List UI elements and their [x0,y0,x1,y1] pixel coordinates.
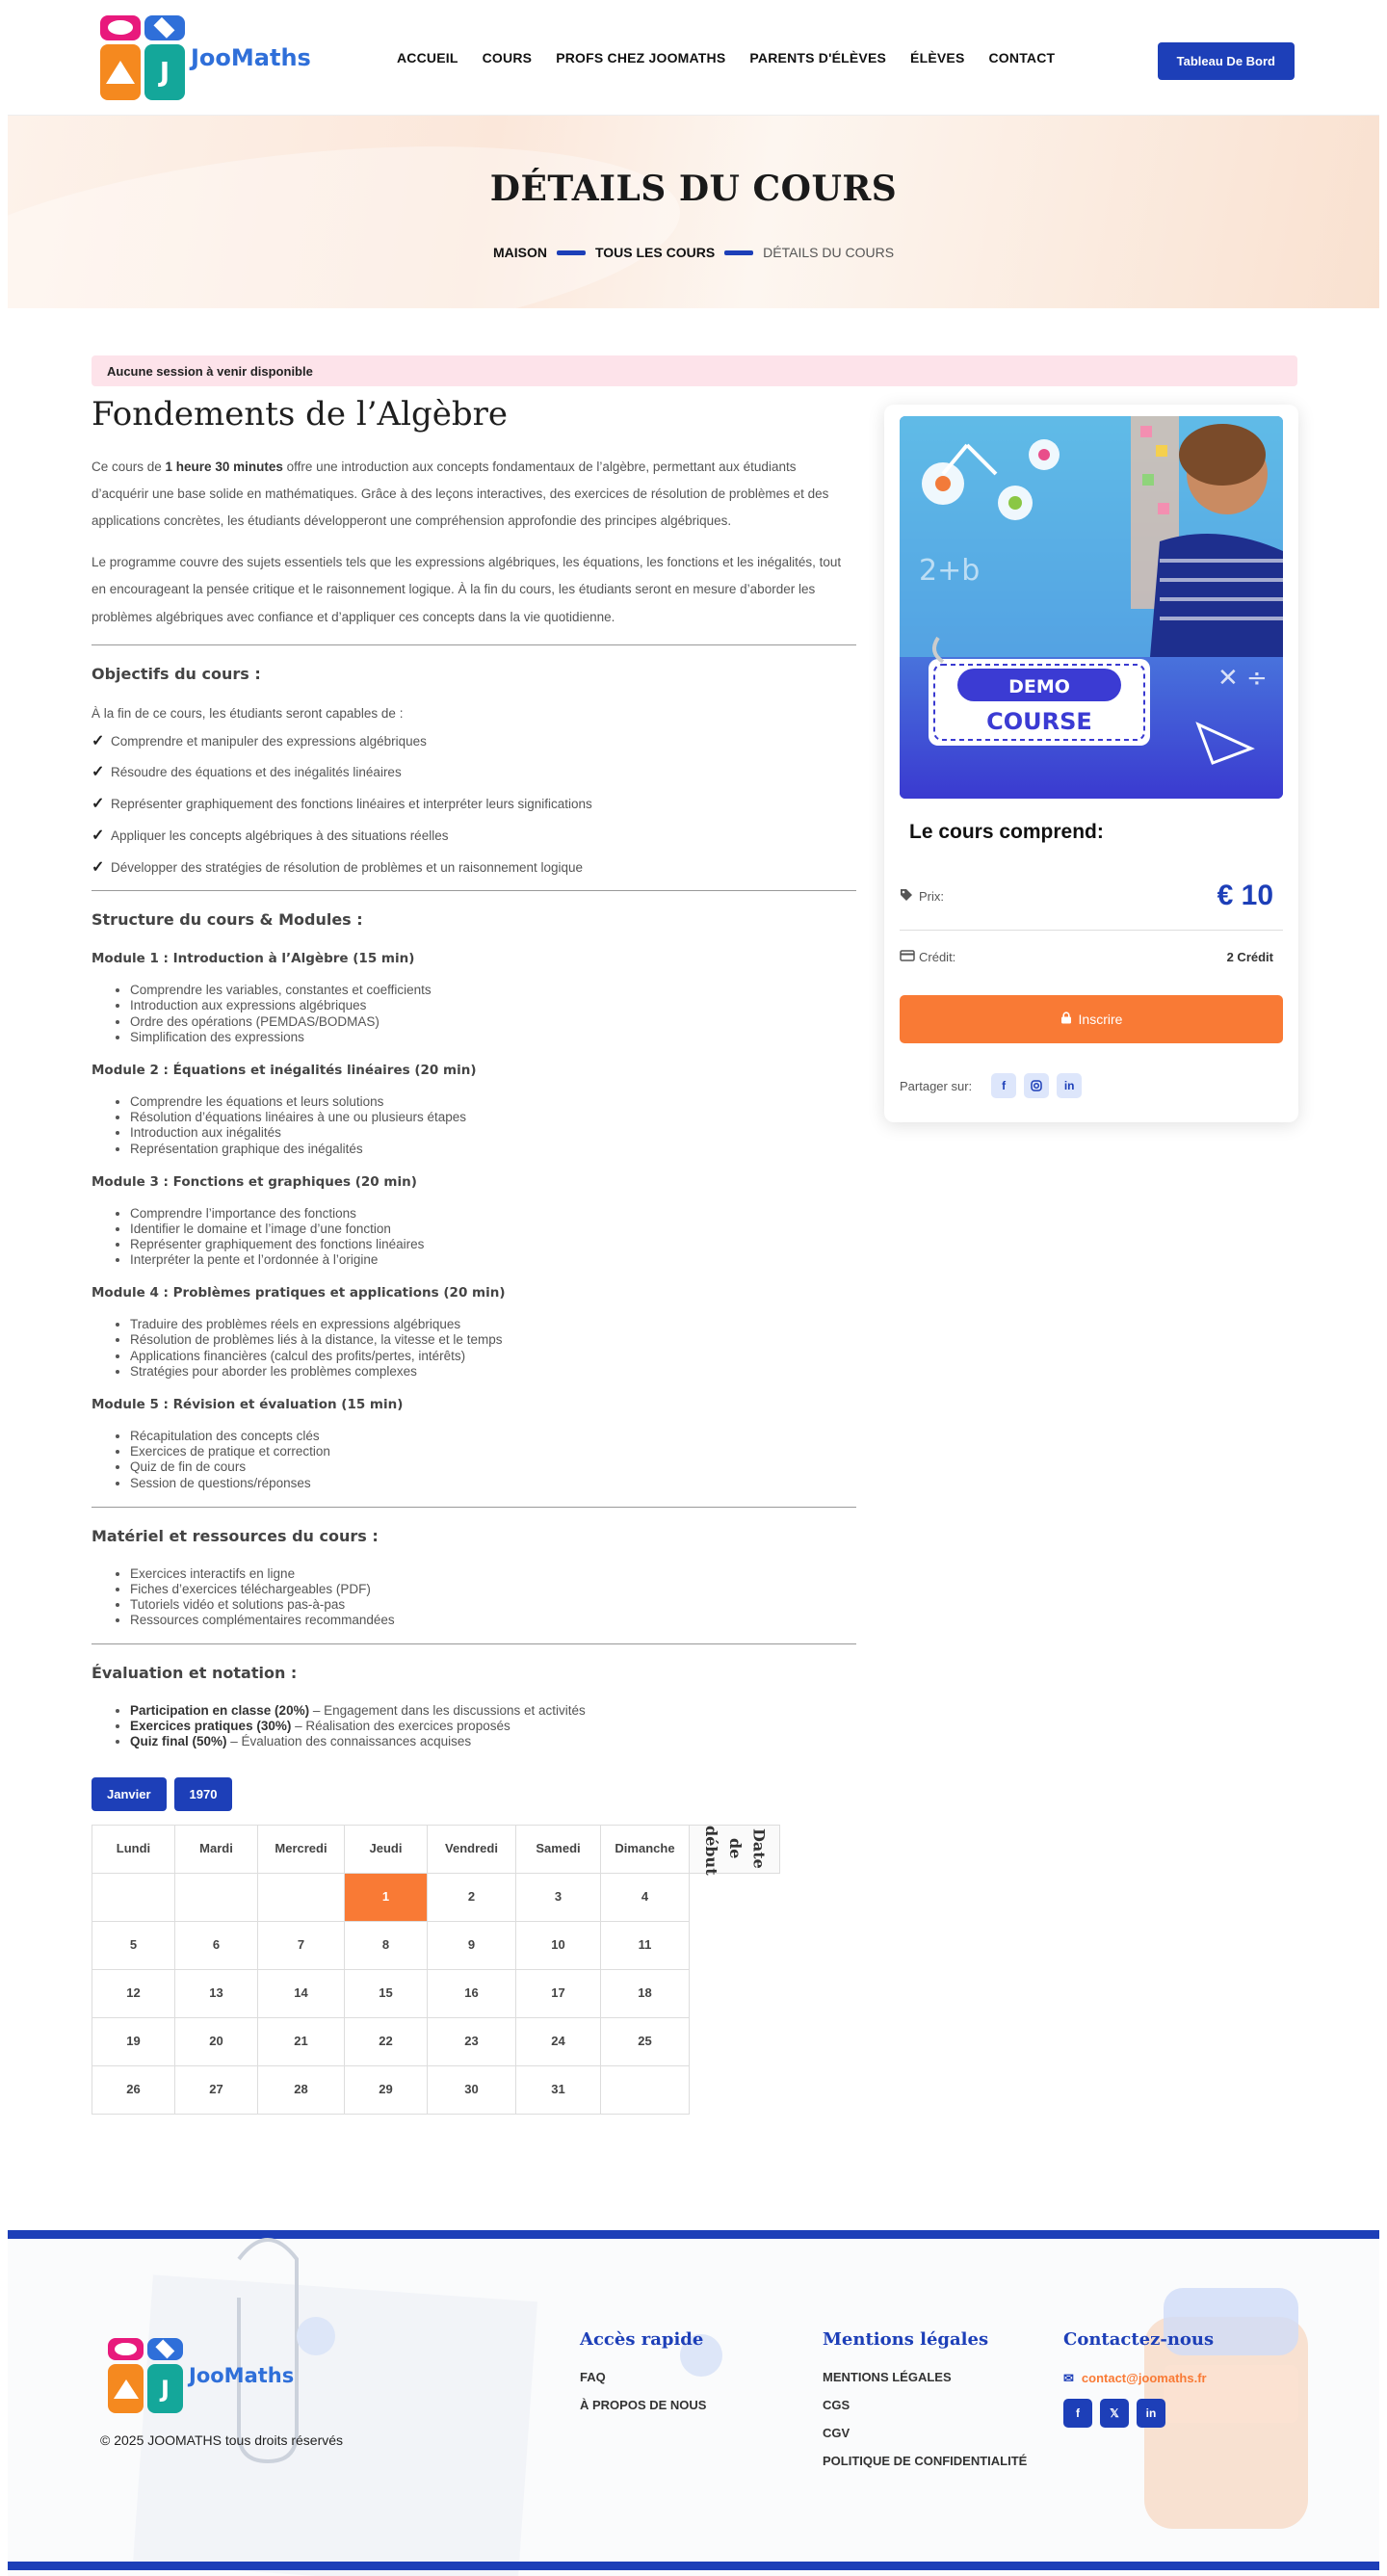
calendar-day[interactable]: 23 [428,2017,516,2065]
objectives-intro: À la fin de ce cours, les étudiants seront capables de : [92,705,404,721]
price-value: € 10 [1217,880,1273,911]
divider [900,930,1283,931]
objective-item: ✓ Résoudre des équations et des inégalités linéaires [92,761,856,785]
objective-item: ✓ Appliquer les concepts algébriques à des situations réelles [92,825,856,849]
list-item: • Tutoriels vidéo et solutions pas-à-pas [130,1597,856,1613]
list-item: • Récapitulation des concepts clés [130,1429,856,1444]
image-badge-bottom: COURSE [986,708,1092,735]
footer-link-faq[interactable]: FAQ [580,2370,606,2384]
year-select-button[interactable]: 1970 [174,1777,233,1811]
tag-icon [900,888,915,905]
svg-text:2+b: 2+b [919,554,981,588]
footer-link-privacy[interactable]: POLITIQUE DE CONFIDENTIALITÉ [823,2454,1028,2468]
calendar-day[interactable]: 31 [516,2065,601,2114]
list-item: • Introduction aux inégalités [130,1125,856,1141]
price-row [900,877,1283,915]
divider [92,1507,856,1508]
module-items [130,1094,856,1157]
no-session-alert: Aucune session à venir disponible [92,355,1297,386]
module-items [130,983,856,1045]
calendar-week [92,1921,780,1969]
list-item: • Exercices de pratique et correction [130,1444,856,1459]
logo-text: JooMaths [189,2364,295,2387]
calendar-week [92,2065,780,2114]
weekday-header: Mardi [175,1825,258,1873]
breadcrumb-separator [557,250,586,255]
calendar-day[interactable]: 13 [175,1969,258,2017]
list-item: • Traduire des problèmes réels en expressions algébriques [130,1317,856,1332]
calendar-body [92,1873,780,2114]
objective-item: ✓ Développer des stratégies de résolution de problèmes et un raisonnement logique [92,856,856,881]
page-title: DÉTAILS DU COURS [489,169,898,209]
list-item: • Quiz de fin de cours [130,1459,856,1475]
mail-icon: ✉ [1063,2371,1074,2385]
check-icon: ✓ [92,796,105,813]
footer-link-cgs[interactable]: CGS [823,2398,851,2412]
objectives-list [92,730,856,881]
course-summary-card [884,405,1298,1122]
copyright: © 2025 JOOMATHS tous droits réservés [100,2432,344,2448]
weekday-header: Jeudi [345,1825,428,1873]
legal-heading: Mentions légales [823,2329,989,2350]
enroll-button-label: Inscrire [1078,1012,1123,1027]
calendar-day[interactable]: 28 [258,2065,345,2114]
list-item: • Simplification des expressions [130,1030,856,1045]
x-icon[interactable]: 𝕏 [1100,2399,1129,2428]
weekday-header: Lundi [92,1825,175,1873]
calendar-day[interactable]: 29 [345,2065,428,2114]
objectives-heading: Objectifs du cours : [92,664,261,683]
calendar-day[interactable]: 12 [92,1969,175,2017]
nav-item-contact[interactable]: CONTACT [988,50,1056,66]
module-title: Module 1 : Introduction à l’Algèbre (15 min) [92,951,415,967]
list-item: • Session de questions/réponses [130,1476,856,1491]
evaluation-heading: Évaluation et notation : [92,1664,298,1683]
calendar-day[interactable]: 4 [601,1873,690,1921]
credit-row [900,942,1283,971]
weekday-header: Samedi [516,1825,601,1873]
course-title: Fondements de l’Algèbre [92,395,508,434]
linkedin-icon[interactable]: in [1057,1073,1082,1098]
check-icon: ✓ [92,858,105,876]
svg-text:✕ ÷: ✕ ÷ [1217,664,1268,693]
calendar-day[interactable]: 16 [428,1969,516,2017]
list-item: • Stratégies pour aborder les problèmes complexes [130,1364,856,1380]
credit-value: 2 Crédit [1226,949,1273,964]
facebook-icon[interactable]: f [1063,2399,1092,2428]
list-item: • Exercices interactifs en ligne [130,1566,856,1582]
calendar-day[interactable]: 9 [428,1921,516,1969]
list-item: • Exercices pratiques (30%) – Réalisation des exercices proposés [130,1719,856,1734]
site-footer [8,2230,1379,2576]
nav-item-profs[interactable]: PROFS CHEZ JOOMATHS [556,50,726,66]
calendar-day[interactable]: 10 [516,1921,601,1969]
instagram-icon[interactable] [1024,1073,1049,1098]
check-icon: ✓ [92,764,105,781]
list-item: • Interpréter la pente et l’ordonnée à l’origine [130,1252,856,1268]
calendar-empty-cell [175,1873,258,1921]
facebook-icon[interactable]: f [991,1073,1016,1098]
calendar-day[interactable]: 18 [601,1969,690,2017]
nav-item-parents[interactable]: PARENTS D'ÉLÈVES [749,50,887,66]
module-title: Module 2 : Équations et inégalités linéaires (20 min) [92,1063,477,1079]
footer-link-cgv[interactable]: CGV [823,2426,851,2440]
check-icon: ✓ [92,827,105,844]
course-content [92,395,856,2115]
list-item: • Représentation graphique des inégalités [130,1142,856,1157]
calendar-week [92,2017,780,2065]
calendar-day[interactable]: 6 [175,1921,258,1969]
calendar-day[interactable]: 5 [92,1921,175,1969]
logo-text: JooMaths [191,44,311,71]
calendar-day[interactable]: 15 [345,1969,428,2017]
divider [92,890,856,891]
course-image [900,416,1283,799]
module-title: Module 3 : Fonctions et graphiques (20 min) [92,1173,417,1190]
list-item: • Résolution d’équations linéaires à une ou plusieurs étapes [130,1110,856,1125]
breadcrumb-home[interactable]: MAISON [492,245,547,260]
linkedin-icon[interactable]: in [1137,2399,1165,2428]
calendar-day[interactable]: 17 [516,1969,601,2017]
divider [92,644,856,645]
calendar-day[interactable]: 24 [516,2017,601,2065]
list-item: • Comprendre les variables, constantes et coefficients [130,983,856,998]
objective-item: ✓ Comprendre et manipuler des expressions algébriques [92,730,856,754]
calendar-day[interactable]: 21 [258,2017,345,2065]
breadcrumb-current: DÉTAILS DU COURS [763,245,895,260]
contact-email[interactable]: ✉ contact@joomaths.fr [1063,2371,1207,2385]
footer-link-about[interactable]: À PROPOS DE NOUS [580,2398,707,2412]
quick-links-heading: Accès rapide [580,2329,704,2350]
module-items [130,1206,856,1269]
list-item: • Introduction aux expressions algébriques [130,998,856,1013]
price-label: Prix: [919,888,944,904]
main-nav [397,50,1055,66]
calendar-day[interactable]: 8 [345,1921,428,1969]
calendar-grid [92,1825,780,2115]
list-item: • Identifier le domaine et l’image d’une fonction [130,1222,856,1237]
list-item: • Participation en classe (20%) – Engagement dans les discussions et activités [130,1703,856,1719]
list-item: • Représenter graphiquement des fonctions linéaires [130,1237,856,1252]
calendar-day[interactable]: 27 [175,2065,258,2114]
calendar-day[interactable]: 25 [601,2017,690,2065]
calendar-week [92,1969,780,2017]
course-illustration [900,416,1283,799]
module-items [130,1429,856,1491]
calendar-week [92,1873,780,1921]
calendar-day[interactable]: 19 [92,2017,175,2065]
calendar-day[interactable]: 30 [428,2065,516,2114]
card-icon [900,950,915,964]
module-items [130,1317,856,1380]
course-description: Le programme couvre des sujets essentiels tels que les expressions algébriques, les équations, les fonctions et les inégalités, tout en encourageant la pensée critique et le raisonnement logique. À la fin du cours, les étudiants seront en mesure d’aborder les problèmes algébriques avec confiance et d’appliquer ces concepts dans la vie quotidienne. [92,554,842,624]
check-icon: ✓ [92,732,105,749]
calendar-day[interactable]: 20 [175,2017,258,2065]
logo-mark: J [108,2338,183,2413]
share-label: Partager sur: [900,1078,973,1093]
breadcrumb-separator [724,250,753,255]
list-item: • Ordre des opérations (PEMDAS/BODMAS) [130,1014,856,1030]
calendar-day[interactable]: 3 [516,1873,601,1921]
enroll-button[interactable] [900,995,1283,1043]
logo-mark: J [100,15,185,100]
calendar-empty-cell [258,1873,345,1921]
weekday-header: Mercredi [258,1825,345,1873]
breadcrumb-courses[interactable]: TOUS LES COURS [594,245,716,260]
site-logo[interactable] [100,15,311,100]
module-title: Module 5 : Révision et évaluation (15 min) [92,1397,404,1413]
weekday-header: Vendredi [428,1825,516,1873]
nav-item-eleves[interactable]: ÉLÈVES [910,50,965,66]
footer-logo[interactable] [108,2338,294,2413]
calendar-empty-cell [601,2065,690,2114]
calendar-day[interactable]: 1 [345,1873,428,1921]
list-item: • Applications financières (calcul des profits/pertes, intérêts) [130,1349,856,1364]
calendar-day[interactable]: 11 [601,1921,690,1969]
evaluation-list [130,1703,856,1750]
image-badge-top: DEMO [1008,676,1070,697]
breadcrumb [8,245,1379,260]
credit-label: Crédit: [919,949,956,964]
course-intro: Ce cours de 1 heure 30 minutes offre une introduction aux concepts fondamentaux de l’algèbre, permettant aux étudiants d’acquérir une base solide en mathématiques. Grâce à des leçons interactives, des exercices de résolution de problèmes et des applications concrètes, les étudiants développeront une compréhension approfondie des principes algébriques. [92,459,829,529]
calendar-day[interactable]: 7 [258,1921,345,1969]
weekday-header: Dimanche [601,1825,690,1873]
structure-heading: Structure du cours & Modules : [92,909,363,929]
resources-heading: Matériel et ressources du cours : [92,1526,379,1545]
calendar-empty-cell [92,1873,175,1921]
start-date-label: Date de début [690,1825,780,1873]
page-hero [8,116,1379,308]
includes-heading: Le cours comprend: [909,821,1104,843]
module-title: Module 4 : Problèmes pratiques et applications (20 min) [92,1285,506,1301]
contact-heading: Contactez-nous [1063,2329,1215,2350]
list-item: • Quiz final (50%) – Évaluation des connaissances acquises [130,1734,856,1749]
calendar-day[interactable]: 14 [258,1969,345,2017]
footer-link-mentions[interactable]: MENTIONS LÉGALES [823,2370,952,2384]
site-header [8,0,1379,116]
hero-decoration [8,116,690,308]
calendar-day[interactable]: 26 [92,2065,175,2114]
resources-list [130,1566,856,1629]
calendar-controls [92,1777,856,1811]
objective-item: ✓ Représenter graphiquement des fonctions linéaires et interpréter leurs significations [92,793,856,817]
lock-icon [1060,1012,1072,1027]
calendar-day[interactable]: 2 [428,1873,516,1921]
list-item: • Ressources complémentaires recommandées [130,1613,856,1628]
month-select-button[interactable]: Janvier [92,1777,167,1811]
list-item: • Fiches d’exercices téléchargeables (PDF) [130,1582,856,1597]
nav-item-cours[interactable]: COURS [482,50,533,66]
list-item: • Comprendre les équations et leurs solutions [130,1094,856,1110]
divider [92,1643,856,1644]
dashboard-button[interactable]: Tableau De Bord [1158,42,1295,80]
list-item: • Résolution de problèmes liés à la distance, la vitesse et le temps [130,1332,856,1348]
footer-bottom-bar [8,2562,1379,2570]
calendar-day[interactable]: 22 [345,2017,428,2065]
share-row [900,1073,1082,1098]
list-item: • Comprendre l’importance des fonctions [130,1206,856,1222]
nav-item-accueil[interactable]: ACCUEIL [397,50,458,66]
